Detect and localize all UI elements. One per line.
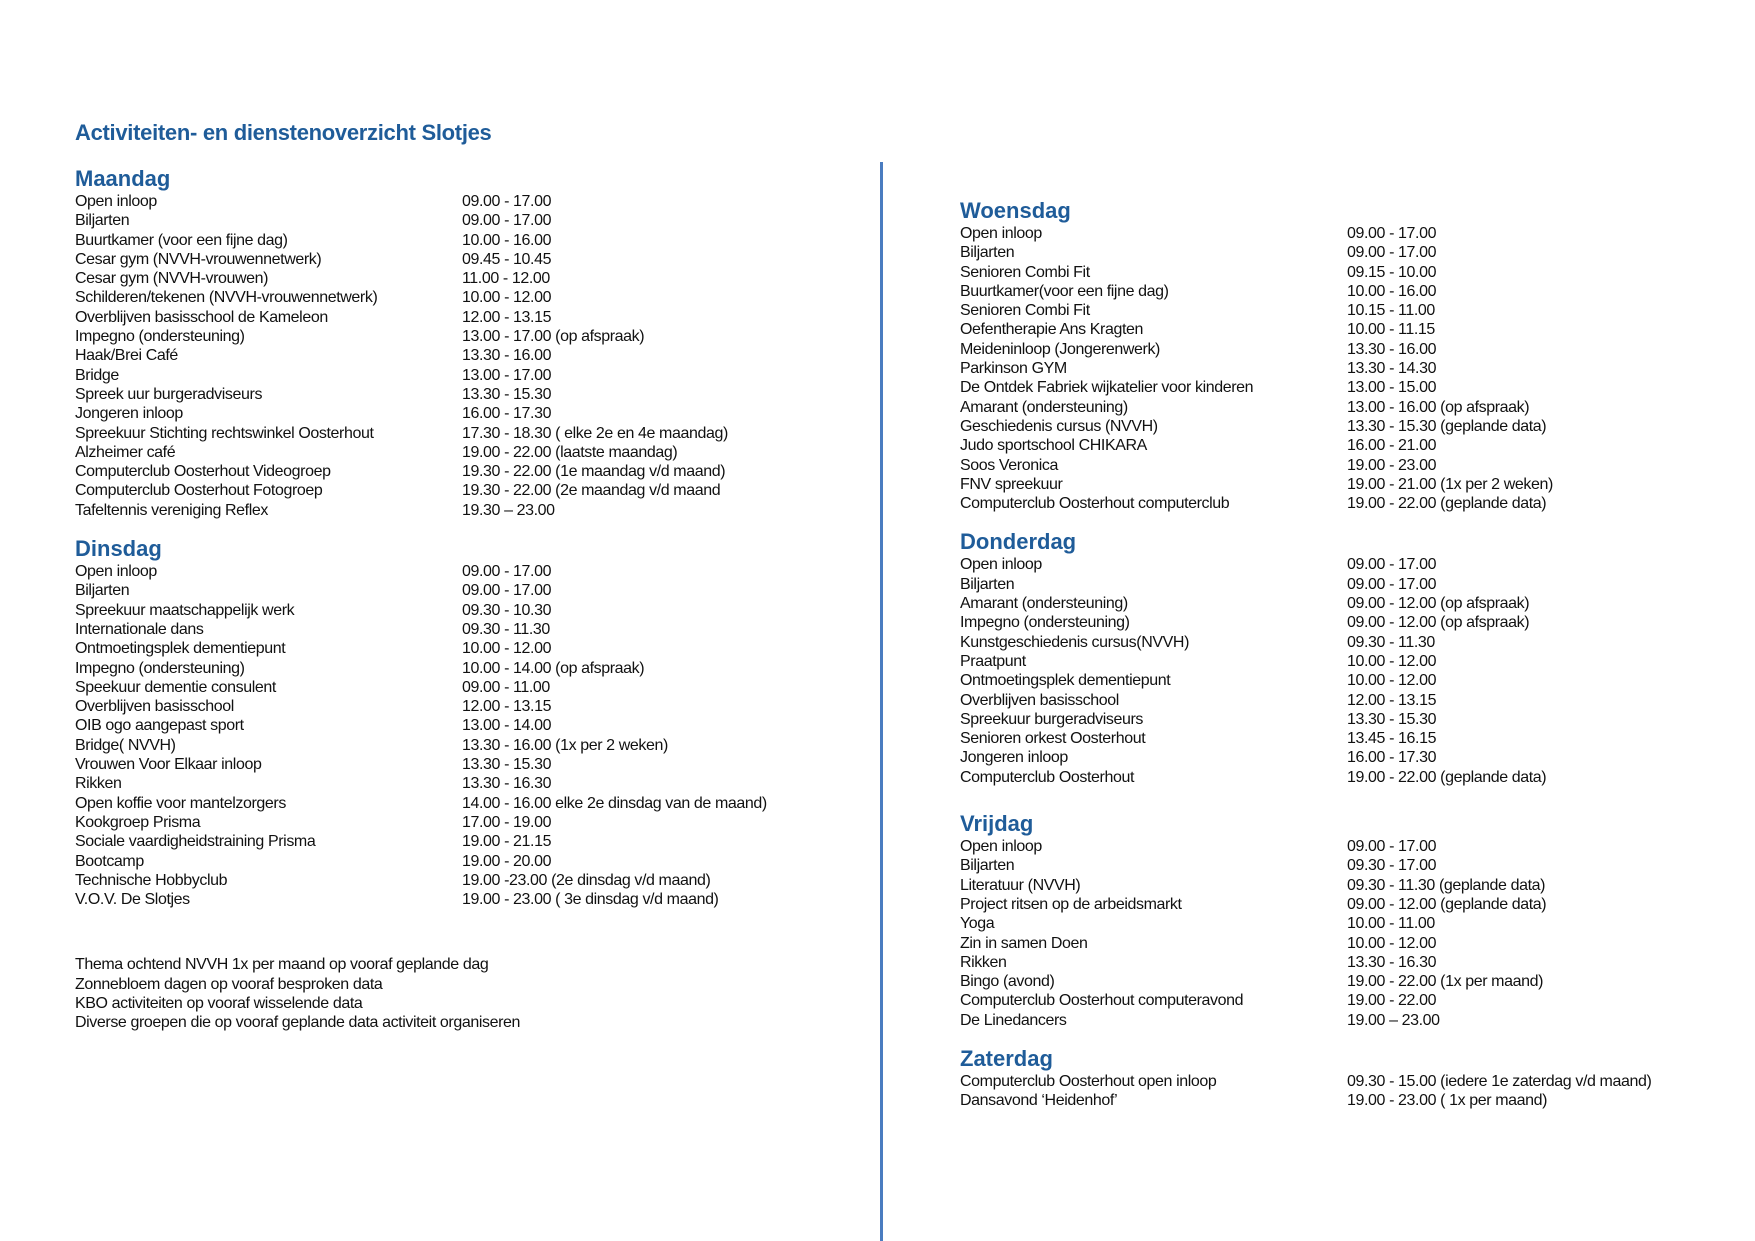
schedule-row [960, 1091, 1740, 1110]
activity-name: Judo sportschool CHIKARA [960, 437, 1147, 455]
activity-name: Open inloop [75, 563, 157, 581]
activity-time: 11.00 - 12.00 [462, 270, 550, 288]
schedule-row [960, 613, 1740, 632]
activity-time: 13.45 - 16.15 [1347, 730, 1437, 748]
activity-name: Open koffie voor mantelzorgers [75, 794, 286, 812]
schedule-row [75, 852, 855, 871]
activity-name: Geschiedenis cursus (NVVH) [960, 417, 1158, 435]
activity-time: 13.00 - 17.00 [462, 366, 552, 384]
activity-time: 19.00 - 23.00 [1347, 456, 1437, 474]
activity-time: 19.00 - 22.00 (laatste maandag) [462, 443, 678, 461]
activity-name: Overblijven basisschool [75, 698, 234, 716]
activity-time: 17.00 - 19.00 [462, 813, 552, 831]
schedule-row [960, 417, 1740, 436]
schedule-row [960, 652, 1740, 671]
schedule-row [75, 231, 855, 250]
schedule-row [960, 398, 1740, 417]
activity-time: 13.30 - 16.30 [462, 775, 552, 793]
activity-name: Rikken [75, 775, 122, 793]
activity-name: Ontmoetingsplek dementiepunt [75, 640, 286, 658]
activity-time: 19.00 - 20.00 [462, 852, 552, 870]
activity-name: Computerclub Oosterhout Fotogroep [75, 482, 323, 500]
schedule-row [960, 1072, 1740, 1091]
activity-time: 19.00 - 22.00 (geplande data) [1347, 768, 1547, 786]
schedule-row [75, 250, 855, 269]
schedule-row [960, 710, 1740, 729]
activity-time: 09.15 - 10.00 [1347, 263, 1437, 281]
activity-time: 09.00 - 17.00 [1347, 838, 1437, 856]
activity-time: 13.30 - 15.30 (geplande data) [1347, 417, 1547, 435]
schedule-row [75, 639, 855, 658]
schedule-row [960, 953, 1740, 972]
day-heading: Dinsdag [75, 536, 162, 562]
day-heading: Woensdag [960, 198, 1071, 223]
activity-name: Buurtkamer (voor een fijne dag) [75, 231, 288, 249]
left-column [75, 166, 855, 1033]
schedule-row [960, 991, 1740, 1010]
activity-time: 09.45 - 10.45 [462, 250, 552, 268]
activity-name: Computerclub Oosterhout computerclub [960, 495, 1230, 513]
activity-name: Alzheimer café [75, 443, 176, 461]
schedule-row [75, 481, 855, 500]
activity-time: 13.30 - 16.30 [1347, 953, 1437, 971]
schedule-row [960, 555, 1740, 574]
schedule-row [75, 871, 855, 890]
activity-name: Open inloop [960, 556, 1042, 574]
schedule-row [960, 575, 1740, 594]
activity-name: Open inloop [960, 838, 1042, 856]
activity-time: 10.00 - 12.00 [462, 289, 552, 307]
activity-time: 12.00 - 13.15 [1347, 691, 1437, 709]
schedule-row [75, 366, 855, 385]
activity-time: 09.30 - 11.30 (geplande data) [1347, 876, 1546, 894]
activity-time: 19.00 - 22.00 (geplande data) [1347, 495, 1547, 513]
activity-time: 10.00 - 16.00 [1347, 282, 1437, 300]
activity-name: Haak/Brei Café [75, 347, 178, 365]
schedule-row [960, 856, 1740, 875]
schedule-row [75, 697, 855, 716]
schedule-row [960, 436, 1740, 455]
activity-name: Biljarten [960, 857, 1015, 875]
activity-time: 10.00 - 12.00 [1347, 652, 1437, 670]
activity-name: Project ritsen op de arbeidsmarkt [960, 895, 1182, 913]
right-column [960, 198, 1740, 1127]
schedule-row [75, 659, 855, 678]
activity-time: 09.00 - 11.00 [462, 678, 550, 696]
activity-time: 09.00 - 17.00 [462, 212, 552, 230]
activity-name: Spreekuur Stichting rechtswinkel Oosterhout [75, 424, 374, 442]
activity-name: Bridge [75, 366, 119, 384]
day-section-dinsdag [75, 536, 855, 909]
activity-name: Senioren Combi Fit [960, 302, 1090, 320]
activity-time: 09.30 - 17.00 [1347, 857, 1437, 875]
schedule-row [960, 748, 1740, 767]
activity-name: Biljarten [960, 244, 1015, 262]
activity-name: Biljarten [960, 575, 1015, 593]
schedule-row [960, 320, 1740, 339]
activity-time: 19.00 - 23.00 ( 1x per maand) [1347, 1092, 1548, 1110]
activity-name: Speekuur dementie consulent [75, 678, 276, 696]
activity-time: 19.00 - 21.00 (1x per 2 weken) [1347, 475, 1553, 493]
activity-name: Spreekuur burgeradviseurs [960, 710, 1143, 728]
schedule-row [75, 443, 855, 462]
activity-name: Ontmoetingsplek dementiepunt [960, 672, 1171, 690]
activity-time: 19.30 - 22.00 (1e maandag v/d maand) [462, 463, 726, 481]
day-section-donderdag [960, 529, 1740, 787]
schedule-row [960, 691, 1740, 710]
activity-name: Praatpunt [960, 652, 1026, 670]
activity-time: 16.00 - 21.00 [1347, 437, 1437, 455]
activity-name: Oefentherapie Ans Kragten [960, 321, 1144, 339]
schedule-row [960, 914, 1740, 933]
activity-time: 10.00 - 12.00 [462, 640, 552, 658]
activity-name: Tafeltennis vereniging Reflex [75, 501, 268, 519]
schedule-row [960, 475, 1740, 494]
activity-name: Soos Veronica [960, 456, 1058, 474]
schedule-row [75, 890, 855, 909]
schedule-row [960, 263, 1740, 282]
schedule-row [75, 269, 855, 288]
activity-time: 10.15 - 11.00 [1347, 302, 1435, 320]
activity-time: 09.00 - 17.00 [1347, 556, 1437, 574]
activity-time: 09.00 - 17.00 [1347, 225, 1437, 242]
schedule-row [75, 774, 855, 793]
activity-time: 09.00 - 12.00 (op afspraak) [1347, 614, 1530, 632]
activity-name: Biljarten [75, 582, 130, 600]
activity-time: 09.30 - 10.30 [462, 601, 552, 619]
schedule-row [75, 678, 855, 697]
activity-time: 13.30 - 16.00 (1x per 2 weken) [462, 736, 668, 754]
activity-name: Senioren Combi Fit [960, 263, 1090, 281]
activity-time: 19.30 – 23.00 [462, 501, 555, 519]
schedule-row [75, 462, 855, 481]
activity-time: 19.00 - 21.15 [462, 833, 552, 851]
activity-name: Yoga [960, 915, 995, 933]
activity-time: 16.00 - 17.30 [462, 405, 552, 423]
activity-time: 09.00 - 17.00 [1347, 575, 1437, 593]
day-section-maandag [75, 166, 855, 520]
schedule-row [960, 768, 1740, 787]
day-heading: Maandag [75, 166, 171, 191]
activity-time: 10.00 - 12.00 [1347, 934, 1437, 952]
activity-name: Amarant (ondersteuning) [960, 595, 1128, 613]
activity-name: Computerclub Oosterhout open inloop [960, 1072, 1217, 1090]
day-section-zaterdag [960, 1046, 1740, 1111]
activity-time: 12.00 - 13.15 [462, 308, 552, 326]
activity-time: 13.30 - 16.00 [1347, 340, 1437, 358]
schedule-row [960, 876, 1740, 895]
note-line: KBO activiteiten op vooraf wisselende data [75, 994, 363, 1012]
activity-name: Bingo (avond) [960, 973, 1055, 991]
activity-name: Technische Hobbyclub [75, 871, 228, 889]
schedule-row [75, 501, 855, 520]
activity-time: 13.30 - 15.30 [1347, 710, 1437, 728]
activity-time: 13.30 - 14.30 [1347, 360, 1437, 378]
schedule-row [75, 813, 855, 832]
activity-time: 09.30 - 15.00 (iedere 1e zaterdag v/d maand) [1347, 1072, 1652, 1090]
activity-time: 09.00 - 17.00 [462, 563, 552, 581]
activity-name: Bootcamp [75, 852, 144, 870]
activity-name: Impegno (ondersteuning) [75, 659, 245, 677]
activity-name: Overblijven basisschool de Kameleon [75, 308, 328, 326]
schedule-row [75, 755, 855, 774]
activity-time: 13.30 - 15.30 [462, 385, 552, 403]
notes-list [75, 955, 855, 1032]
activity-time: 12.00 - 13.15 [462, 698, 552, 716]
schedule-row [960, 729, 1740, 748]
left-day-list [75, 166, 855, 909]
activity-time: 13.30 - 15.30 [462, 756, 552, 774]
schedule-row [960, 895, 1740, 914]
schedule-row [75, 562, 855, 581]
schedule-row [960, 594, 1740, 613]
activity-time: 13.00 - 16.00 (op afspraak) [1347, 398, 1530, 416]
activity-name: Spreekuur maatschappelijk werk [75, 601, 295, 619]
schedule-row [960, 340, 1740, 359]
schedule-row [960, 972, 1740, 991]
activity-name: Sociale vaardigheidstraining Prisma [75, 833, 316, 851]
activity-name: Spreek uur burgeradviseurs [75, 385, 263, 403]
note-line: Zonnebloem dagen op vooraf besproken data [75, 975, 383, 993]
activity-time: 10.00 - 11.15 [1347, 321, 1435, 339]
schedule-row [960, 456, 1740, 475]
activity-time: 19.00 – 23.00 [1347, 1011, 1440, 1029]
activity-time: 10.00 - 12.00 [1347, 672, 1437, 690]
schedule-row [960, 282, 1740, 301]
schedule-row [75, 794, 855, 813]
activity-time: 10.00 - 11.00 [1347, 915, 1435, 933]
schedule-row [960, 1011, 1740, 1030]
activity-time: 17.30 - 18.30 ( elke 2e en 4e maandag) [462, 424, 728, 442]
schedule-row [75, 424, 855, 443]
schedule-row [960, 224, 1740, 243]
activity-name: Dansavond ‘Heidenhof’ [960, 1092, 1118, 1110]
activity-name: Kunstgeschiedenis cursus(NVVH) [960, 633, 1189, 651]
activity-name: Literatuur (NVVH) [960, 876, 1081, 894]
schedule-row [75, 385, 855, 404]
activity-time: 09.30 - 11.30 [1347, 633, 1435, 651]
schedule-row [75, 346, 855, 365]
day-heading: Vrijdag [960, 811, 1034, 837]
activity-name: FNV spreekuur [960, 475, 1063, 493]
activity-name: Open inloop [960, 225, 1042, 242]
activity-name: Meideninloop (Jongerenwerk) [960, 340, 1160, 358]
activity-time: 14.00 - 16.00 elke 2e dinsdag van de maand) [462, 794, 767, 812]
activity-name: Jongeren inloop [75, 405, 183, 423]
activity-name: Internationale dans [75, 620, 204, 638]
day-section-woensdag [960, 198, 1740, 513]
column-divider [880, 162, 883, 1241]
activity-time: 09.00 - 12.00 (op afspraak) [1347, 595, 1530, 613]
activity-name: Computerclub Oosterhout Videogroep [75, 463, 331, 481]
note-line: Diverse groepen die op vooraf geplande data activiteit organiseren [75, 1014, 521, 1032]
schedule-row [960, 494, 1740, 513]
activity-name: Impegno (ondersteuning) [960, 614, 1130, 632]
activity-name: Zin in samen Doen [960, 934, 1088, 952]
note-line: Thema ochtend NVVH 1x per maand op vooraf geplande dag [75, 956, 489, 974]
schedule-row [75, 736, 855, 755]
schedule-row [960, 633, 1740, 652]
schedule-row [960, 378, 1740, 397]
day-heading: Zaterdag [960, 1045, 1053, 1071]
activity-name: Vrouwen Voor Elkaar inloop [75, 756, 262, 774]
activity-time: 19.00 - 22.00 [1347, 992, 1437, 1010]
activity-time: 19.00 - 23.00 ( 3e dinsdag v/d maand) [462, 891, 719, 909]
activity-name: Impegno (ondersteuning) [75, 328, 245, 346]
activity-name: Computerclub Oosterhout computeravond [960, 992, 1244, 1010]
activity-time: 19.00 - 22.00 (1x per maand) [1347, 973, 1544, 991]
activity-time: 13.00 - 17.00 (op afspraak) [462, 328, 645, 346]
activity-time: 16.00 - 17.30 [1347, 749, 1437, 767]
schedule-row [960, 243, 1740, 262]
activity-time: 19.30 - 22.00 (2e maandag v/d maand [462, 482, 721, 500]
schedule-row [75, 404, 855, 423]
right-day-list [960, 198, 1740, 1111]
page-title: Activiteiten- en dienstenoverzicht Slotjes [75, 120, 492, 145]
activity-time: 09.30 - 11.30 [462, 620, 550, 638]
schedule-row [75, 581, 855, 600]
activity-name: De Linedancers [960, 1011, 1067, 1029]
schedule-row [75, 601, 855, 620]
schedule-row [75, 192, 855, 211]
activity-name: Cesar gym (NVVH-vrouwen) [75, 270, 269, 288]
activity-time: 10.00 - 14.00 (op afspraak) [462, 659, 645, 677]
activity-name: Buurtkamer(voor een fijne dag) [960, 282, 1169, 300]
schedule-row [960, 359, 1740, 378]
activity-name: Open inloop [75, 193, 157, 210]
activity-name: Senioren orkest Oosterhout [960, 730, 1146, 748]
activity-time: 13.00 - 14.00 [462, 717, 552, 735]
activity-time: 09.00 - 17.00 [462, 193, 552, 210]
day-section-vrijdag [960, 811, 1740, 1030]
activity-name: OIB ogo aangepast sport [75, 717, 244, 735]
activity-name: Overblijven basisschool [960, 691, 1119, 709]
schedule-row [75, 308, 855, 327]
schedule-row [75, 716, 855, 735]
activity-name: Biljarten [75, 212, 130, 230]
schedule-row [75, 620, 855, 639]
schedule-row [960, 837, 1740, 856]
activity-time: 09.00 - 12.00 (geplande data) [1347, 895, 1547, 913]
activity-time: 19.00 -23.00 (2e dinsdag v/d maand) [462, 871, 711, 889]
activity-time: 09.00 - 17.00 [1347, 244, 1437, 262]
schedule-row [960, 301, 1740, 320]
schedule-row [960, 671, 1740, 690]
activity-name: Computerclub Oosterhout [960, 768, 1135, 786]
schedule-row [75, 327, 855, 346]
activity-name: Schilderen/tekenen (NVVH-vrouwennetwerk) [75, 289, 378, 307]
schedule-row [75, 832, 855, 851]
activity-time: 09.00 - 17.00 [462, 582, 552, 600]
schedule-row [75, 288, 855, 307]
schedule-row [960, 934, 1740, 953]
activity-time: 13.30 - 16.00 [462, 347, 552, 365]
activity-name: Rikken [960, 953, 1007, 971]
activity-name: De Ontdek Fabriek wijkatelier voor kinderen [960, 379, 1254, 397]
activity-time: 10.00 - 16.00 [462, 231, 552, 249]
activity-name: Jongeren inloop [960, 749, 1068, 767]
day-heading: Donderdag [960, 529, 1077, 555]
schedule-row [75, 211, 855, 230]
activity-name: Amarant (ondersteuning) [960, 398, 1128, 416]
activity-name: Cesar gym (NVVH-vrouwennetwerk) [75, 250, 322, 268]
activity-name: Bridge( NVVH) [75, 736, 176, 754]
activity-name: Kookgroep Prisma [75, 813, 201, 831]
activity-time: 13.00 - 15.00 [1347, 379, 1437, 397]
activity-name: Parkinson GYM [960, 360, 1067, 378]
activity-name: V.O.V. De Slotjes [75, 891, 190, 909]
